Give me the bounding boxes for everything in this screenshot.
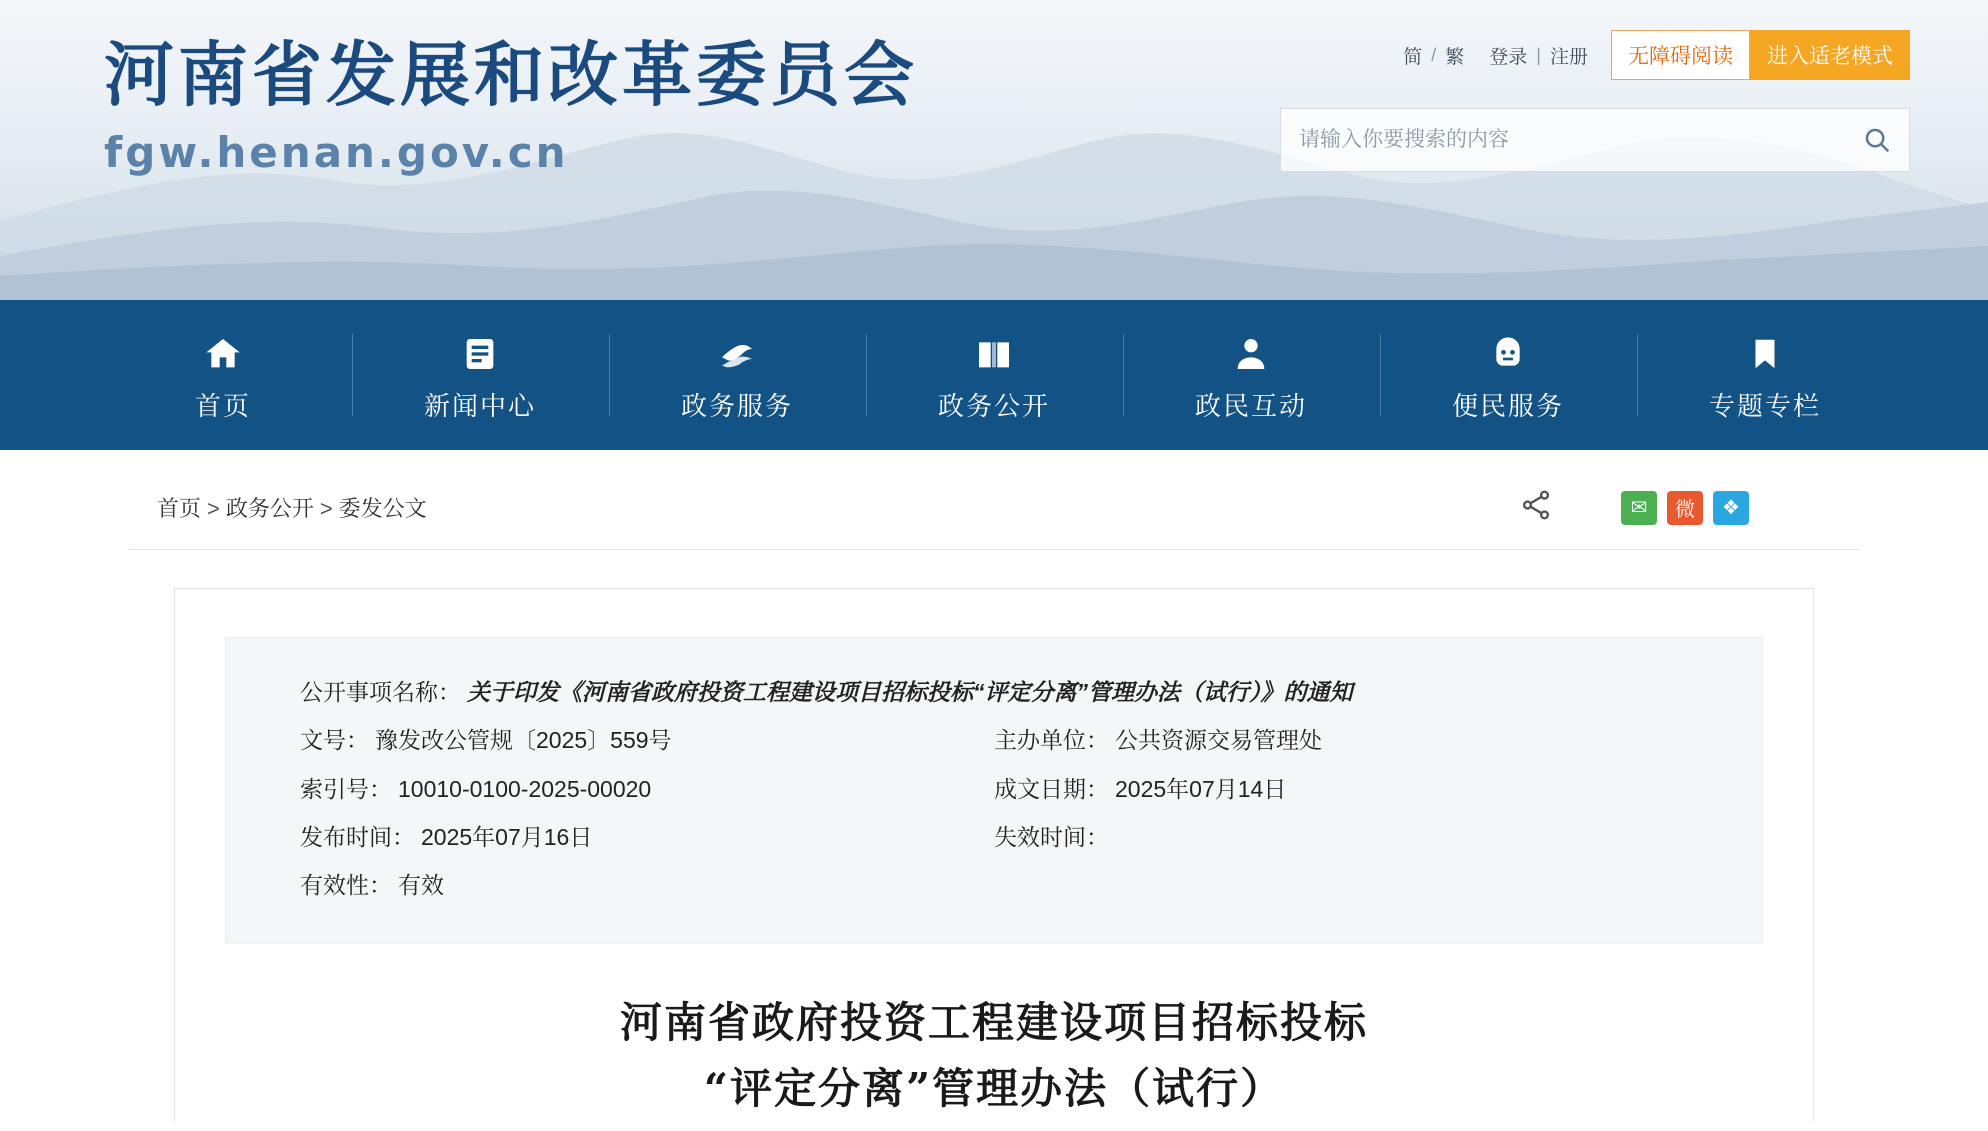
share-icon[interactable] xyxy=(1519,488,1553,527)
document-title-line1: 河南省政府投资工程建设项目招标投标 xyxy=(619,998,1368,1048)
nav-item-gov-service[interactable] xyxy=(609,300,866,450)
document-meta-box xyxy=(225,637,1763,944)
qq-icon[interactable]: ❖ xyxy=(1713,491,1749,525)
wechat-icon[interactable]: ✉ xyxy=(1621,491,1657,525)
nav-item-gov-open[interactable] xyxy=(866,300,1123,450)
meta-row-index xyxy=(300,765,1688,813)
breadcrumb-separator-1: > xyxy=(207,496,220,521)
meta-value-written-date: 2025年07月14日 xyxy=(1115,775,1287,802)
smile-icon xyxy=(1487,328,1529,374)
meta-label-publish-date: 发布时间： xyxy=(300,823,415,850)
nav-label-gov-open: 政务公开 xyxy=(937,390,1050,421)
service-icon xyxy=(714,328,760,374)
lang-simplified-link[interactable]: 简 xyxy=(1403,46,1423,68)
meta-label-docnum: 文号： xyxy=(300,727,369,754)
login-separator: | xyxy=(1536,44,1541,65)
nav-label-convenience: 便民服务 xyxy=(1451,390,1564,421)
nav-label-special-topics: 专题专栏 xyxy=(1708,390,1821,421)
nav-label-interaction: 政民互动 xyxy=(1194,390,1307,421)
search-input[interactable] xyxy=(1281,128,1845,152)
nav-item-convenience[interactable] xyxy=(1380,300,1637,450)
meta-row-name xyxy=(300,668,1688,716)
meta-value-department: 公共资源交易管理处 xyxy=(1115,727,1322,754)
person-icon xyxy=(1231,328,1271,374)
meta-label-expire-date: 失效时间： xyxy=(994,823,1109,850)
nav-label-news: 新闻中心 xyxy=(423,390,536,421)
page-content xyxy=(0,450,1988,1121)
login-link[interactable]: 登录 xyxy=(1489,46,1528,68)
meta-row-publish xyxy=(300,813,1688,861)
breadcrumb xyxy=(129,492,427,523)
meta-label-index: 索引号： xyxy=(300,775,392,802)
breadcrumb-item-gov-open[interactable]: 政务公开 xyxy=(225,496,314,521)
weibo-icon[interactable]: 微 xyxy=(1667,491,1703,525)
news-icon xyxy=(460,328,500,374)
breadcrumb-row xyxy=(129,450,1859,550)
lang-traditional-link[interactable]: 繁 xyxy=(1445,46,1465,68)
meta-label-name: 公开事项名称： xyxy=(300,679,461,705)
site-brand[interactable] xyxy=(104,32,918,177)
top-utility-bar xyxy=(1396,30,1910,80)
search-box[interactable] xyxy=(1280,108,1910,172)
meta-row-docnum xyxy=(300,716,1688,764)
nav-label-gov-service: 政务服务 xyxy=(680,390,793,421)
meta-value-name: 关于印发《河南省政府投资工程建设项目招标投标“评定分离”管理办法（试行）》的通知 xyxy=(467,679,1353,705)
meta-value-index: 10010-0100-2025-00020 xyxy=(398,775,652,802)
meta-label-validity: 有效性： xyxy=(300,872,392,899)
nav-item-special-topics[interactable] xyxy=(1637,300,1894,450)
register-link[interactable]: 注册 xyxy=(1549,46,1588,68)
site-banner xyxy=(0,0,1988,300)
meta-label-department: 主办单位： xyxy=(994,727,1109,754)
meta-value-publish-date: 2025年07月16日 xyxy=(421,823,593,850)
nav-item-interaction[interactable] xyxy=(1123,300,1380,450)
breadcrumb-separator-2: > xyxy=(319,496,333,521)
book-icon xyxy=(971,328,1017,374)
meta-value-validity: 有效 xyxy=(398,872,444,899)
lang-separator: / xyxy=(1431,44,1437,65)
meta-value-docnum: 豫发改公管规〔2025〕559号 xyxy=(375,727,672,754)
site-url: fgw.henan.gov.cn xyxy=(104,127,569,177)
nav-item-home[interactable] xyxy=(95,300,352,450)
meta-label-written-date: 成文日期： xyxy=(994,775,1109,802)
meta-row-validity xyxy=(300,861,1688,909)
main-nav xyxy=(0,300,1988,450)
search-icon[interactable] xyxy=(1845,109,1909,171)
breadcrumb-item-current[interactable]: 委发公文 xyxy=(338,496,427,521)
document-title-line2: “评定分离”管理办法（试行） xyxy=(703,1063,1285,1113)
document-title xyxy=(225,990,1763,1120)
article-card xyxy=(174,588,1814,1121)
home-icon xyxy=(201,328,245,374)
nav-item-news[interactable] xyxy=(352,300,609,450)
accessible-reading-button[interactable]: 无障碍阅读 xyxy=(1611,30,1750,80)
site-title: 河南省发展和改革委员会 xyxy=(104,34,918,116)
bookmark-icon xyxy=(1746,328,1784,374)
nav-label-home: 首页 xyxy=(194,390,251,421)
elder-mode-button[interactable]: 进入适老模式 xyxy=(1750,30,1910,80)
share-row xyxy=(1519,488,1859,527)
breadcrumb-item-home[interactable]: 首页 xyxy=(157,496,202,521)
